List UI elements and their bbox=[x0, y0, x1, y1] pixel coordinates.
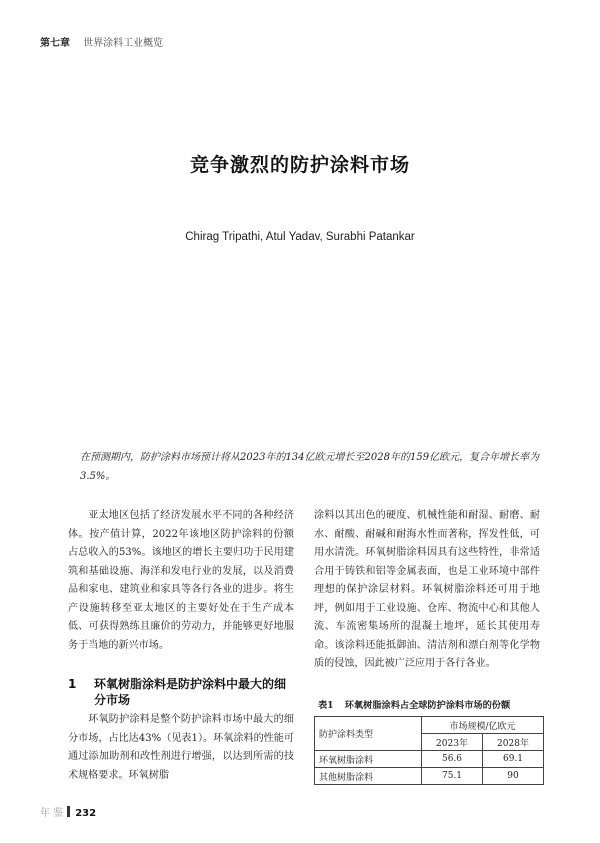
body-column-left-continued bbox=[68, 711, 294, 785]
table-cell: 56.6 bbox=[422, 751, 483, 768]
table-cell: 69.1 bbox=[483, 751, 544, 768]
article-abstract: 在预测期内，防护涂料市场预计将从2023年的134亿欧元增长至2028年的159亿欧元，复合年增长率为3.5%。 bbox=[80, 452, 540, 482]
table-row-label: 环氧树脂涂料 bbox=[315, 751, 422, 768]
table-row-label: 其他树脂涂料 bbox=[315, 768, 422, 785]
table-group-header: 市场规模/亿欧元 bbox=[422, 717, 544, 734]
journal-mark: 年 鉴 bbox=[40, 808, 64, 819]
table-year-header: 2028年 bbox=[483, 734, 544, 751]
chapter-topic: 世界涂料工业概览 bbox=[83, 38, 164, 49]
table-cell: 90 bbox=[483, 768, 544, 785]
body-paragraph: 涂料以其出色的硬度、机械性能和耐湿、耐磨、耐水、耐酸、耐碱和耐海水性而著称，挥发性低，可用水清洗。环氧树脂涂料因具有这些特性，非常适合用于铸铁和铝等金属表面，也是工业环境中部件理想的保护涂层材料。环氧树脂涂料还可用于地坪，例如用于工业设施、仓库、物流中心和其他人流、车流密集场所的混凝土地坪，延长其使用寿命。该涂料还能抵御油、清洁剂和漂白剂等化学物质的侵蚀，因此被广泛应用于各行各业。 bbox=[314, 510, 540, 669]
page-number: 232 bbox=[75, 808, 97, 819]
footer-divider bbox=[67, 806, 70, 817]
market-share-table bbox=[314, 716, 544, 785]
table-header-row bbox=[315, 717, 544, 734]
section-title: 环氧树脂涂料是防护涂料中最大的细分市场 bbox=[94, 677, 287, 707]
chapter-label: 第七章 bbox=[40, 38, 70, 49]
body-column-left bbox=[68, 507, 294, 655]
table-caption-text: 环氧树脂涂料占全球防护涂料市场的份额 bbox=[344, 700, 511, 711]
table-caption-label: 表1 bbox=[318, 700, 334, 711]
section-heading bbox=[68, 676, 294, 708]
table-year-header: 2023年 bbox=[422, 734, 483, 751]
table-caption bbox=[318, 697, 510, 711]
table-row bbox=[315, 751, 544, 768]
table-cell: 75.1 bbox=[422, 768, 483, 785]
body-paragraph: 环氧防护涂料是整个防护涂料市场中最大的细分市场，占比达43%（见表1）。环氧涂料的性能可通过添加助剂和改性剂进行增强，以达到所需的技术规格要求。环氧树脂 bbox=[68, 714, 294, 781]
table-row bbox=[315, 768, 544, 785]
body-column-right bbox=[314, 507, 540, 674]
running-header bbox=[40, 34, 163, 49]
page-footer bbox=[40, 804, 96, 819]
table-row-header: 防护涂料类型 bbox=[315, 717, 422, 751]
article-authors: Chirag Tripathi, Atul Yadav, Surabhi Patankar bbox=[185, 231, 415, 243]
article-title: 竞争激烈的防护涂料市场 bbox=[189, 154, 410, 176]
body-paragraph: 亚太地区包括了经济发展水平不同的各种经济体。按产值计算，2022年该地区防护涂料的份额占总收入的53%。该地区的增长主要归功于民用建筑和基础设施、海洋和发电行业的发展，以及消费品和家电、建筑业和家具等各行各业的进步。将生产设施转移至亚太地区的主要好处在于生产成本低、可获得熟练且廉价的劳动力，并能够更好地服务于当地的新兴市场。 bbox=[68, 510, 294, 651]
section-number: 1 bbox=[68, 677, 77, 691]
